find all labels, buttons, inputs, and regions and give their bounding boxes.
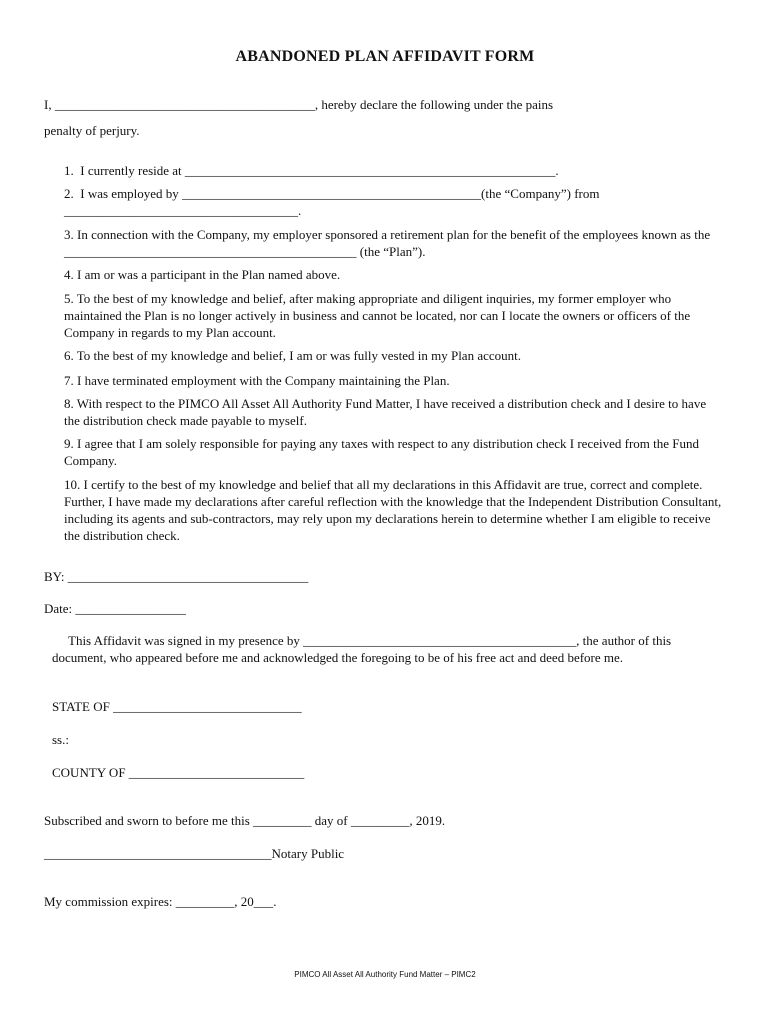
item-10: 10. I certify to the best of my knowledge and belief that all my declarations in this Affidavit are true, correct and complete. Further, I have made my declarations after careful reflection with the knowledge that the Independent Distribution Consultant, including its agents and sub-contractors, may rely upon my declarations herein to determine whether I am eligible to receive the distribution check. — [64, 477, 722, 543]
state-line: STATE OF _____________________________ — [52, 699, 302, 714]
date-line: Date: _________________ — [44, 601, 186, 616]
intro-line-2: penalty of perjury. — [44, 123, 140, 138]
item-5: 5. To the best of my knowledge and belief, after making appropriate and diligent inquiries, my former employer who maintained the Plan is no longer actively in business and cannot be located, nor can I locate the owners or officers of the Company in regards to my Plan account. — [64, 291, 691, 340]
item-8: 8. With respect to the PIMCO All Asset All Authority Fund Matter, I have received a distribution check and I desire to have the distribution check made payable to myself. — [64, 396, 707, 428]
by-signature-line: BY: _____________________________________ — [44, 569, 309, 584]
item-6: 6. To the best of my knowledge and belief, I am or was fully vested in my Plan account. — [64, 348, 521, 363]
item-1: 1. I currently reside at _________________________________________________________. — [64, 163, 559, 178]
witness-statement: This Affidavit was signed in my presence by __________________________________________, the author of this document, who appeared before me and acknowledged the foregoing to be of his free act and deed before me. — [52, 633, 672, 665]
county-line: COUNTY OF ___________________________ — [52, 765, 305, 780]
item-4: 4. I am or was a participant in the Plan named above. — [64, 267, 341, 282]
item-7: 7. I have terminated employment with the Company maintaining the Plan. — [64, 373, 450, 388]
subscribed-line: Subscribed and sworn to before me this _________ day of _________, 2019. — [44, 813, 446, 828]
item-2-line-1: 2. I was employed by ______________________________________________(the “Company”) from — [64, 186, 600, 201]
item-2-line-2: ____________________________________. — [64, 203, 302, 218]
ss-line: ss.: — [52, 732, 69, 747]
commission-expires-line: My commission expires: _________, 20___. — [44, 894, 277, 909]
page-footer: PIMCO All Asset All Authority Fund Matter – PIMC2 — [294, 970, 476, 979]
notary-public-line: ___________________________________Notary Public — [44, 846, 345, 861]
item-9: 9. I agree that I am solely responsible for paying any taxes with respect to any distribution check I received from the Fund Company. — [64, 436, 700, 468]
intro-line-1: I, ________________________________________, hereby declare the following under the pains — [44, 97, 554, 112]
form-title: ABANDONED PLAN AFFIDAVIT FORM — [235, 48, 535, 65]
item-3: 3. In connection with the Company, my employer sponsored a retirement plan for the benefit of the employees known as the _____________________________________________ (the “Plan”). — [64, 227, 711, 259]
